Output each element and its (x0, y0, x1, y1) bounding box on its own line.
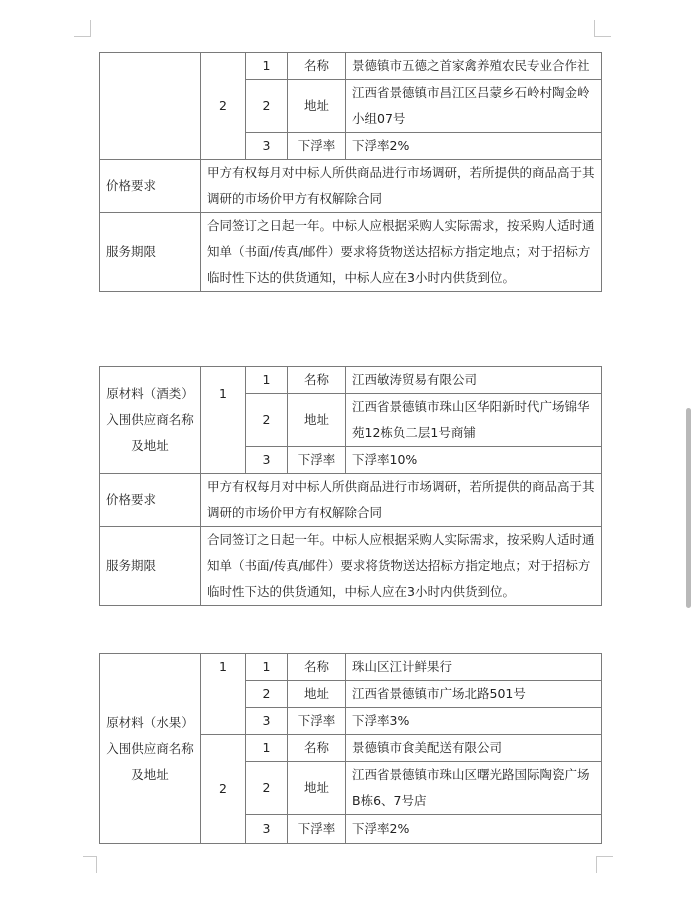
row-number: 2 (246, 681, 288, 708)
row-number: 2 (246, 80, 288, 133)
page-corner-mark-top-left (74, 20, 91, 37)
price-requirement-text: 甲方有权每月对中标人所供商品进行市场调研，若所提供的商品高于其调研的市场价甲方有权解除合同 (201, 160, 602, 213)
field-label: 名称 (288, 735, 346, 762)
supplier-index: 2 (201, 53, 246, 160)
supplier-table-fruit (99, 653, 602, 844)
supplier-address: 江西省景德镇市珠山区曙光路国际陶瓷广场B栋6、7号店 (346, 762, 602, 815)
vertical-scrollbar[interactable] (686, 408, 691, 608)
table-row (100, 53, 602, 80)
field-label: 地址 (288, 80, 346, 133)
discount-rate: 下浮率2% (346, 815, 602, 844)
supplier-table-continued (99, 52, 602, 292)
row-number: 1 (246, 735, 288, 762)
supplier-name: 江西敏涛贸易有限公司 (346, 367, 602, 394)
field-label: 名称 (288, 53, 346, 80)
category-cell: 原材料（水果）入围供应商名称及地址 (100, 654, 201, 844)
field-label: 名称 (288, 654, 346, 681)
field-label: 下浮率 (288, 815, 346, 844)
supplier-index: 1 (201, 367, 246, 474)
field-label: 下浮率 (288, 708, 346, 735)
field-label: 名称 (288, 367, 346, 394)
field-label: 地址 (288, 681, 346, 708)
service-period-label: 服务期限 (100, 213, 201, 292)
discount-rate: 下浮率10% (346, 447, 602, 474)
table-row-service (100, 213, 602, 292)
service-period-text: 合同签订之日起一年。中标人应根据采购人实际需求，按采购人适时通知单（书面/传真/邮件）要求将货物送达招标方指定地点；对于招标方临时性下达的供货通知，中标人应在3小时内供货到位。 (201, 527, 602, 606)
page-corner-mark-bottom-right (596, 856, 613, 873)
field-label: 地址 (288, 762, 346, 815)
service-period-label: 服务期限 (100, 527, 201, 606)
row-number: 1 (246, 53, 288, 80)
table-row-service (100, 527, 602, 606)
supplier-address: 江西省景德镇市珠山区华阳新时代广场锦华苑12栋负二层1号商铺 (346, 394, 602, 447)
page-corner-mark-top-right (594, 20, 611, 37)
field-label: 下浮率 (288, 447, 346, 474)
page-corner-mark-bottom-left (83, 856, 97, 873)
table-row-price (100, 160, 602, 213)
row-number: 2 (246, 762, 288, 815)
row-number: 3 (246, 447, 288, 474)
supplier-index: 1 (201, 654, 246, 735)
row-number: 1 (246, 654, 288, 681)
table-row-price (100, 474, 602, 527)
table-row (100, 654, 602, 681)
row-number: 3 (246, 815, 288, 844)
price-requirement-text: 甲方有权每月对中标人所供商品进行市场调研，若所提供的商品高于其调研的市场价甲方有权解除合同 (201, 474, 602, 527)
price-requirement-label: 价格要求 (100, 160, 201, 213)
supplier-name: 景德镇市食美配送有限公司 (346, 735, 602, 762)
field-label: 下浮率 (288, 133, 346, 160)
row-number: 3 (246, 708, 288, 735)
price-requirement-label: 价格要求 (100, 474, 201, 527)
supplier-name: 景德镇市五德之首家禽养殖农民专业合作社 (346, 53, 602, 80)
table-row (100, 367, 602, 394)
supplier-index: 2 (201, 735, 246, 844)
discount-rate: 下浮率2% (346, 133, 602, 160)
field-label: 地址 (288, 394, 346, 447)
row-number: 3 (246, 133, 288, 160)
category-cell (100, 53, 201, 160)
discount-rate: 下浮率3% (346, 708, 602, 735)
category-cell: 原材料（酒类）入围供应商名称及地址 (100, 367, 201, 474)
service-period-text: 合同签订之日起一年。中标人应根据采购人实际需求，按采购人适时通知单（书面/传真/邮件）要求将货物送达招标方指定地点；对于招标方临时性下达的供货通知，中标人应在3小时内供货到位。 (201, 213, 602, 292)
supplier-table-liquor (99, 366, 602, 606)
supplier-address: 江西省景德镇市昌江区吕蒙乡石岭村陶金岭小组07号 (346, 80, 602, 133)
supplier-address: 江西省景德镇市广场北路501号 (346, 681, 602, 708)
row-number: 2 (246, 394, 288, 447)
row-number: 1 (246, 367, 288, 394)
supplier-name: 珠山区江计鲜果行 (346, 654, 602, 681)
